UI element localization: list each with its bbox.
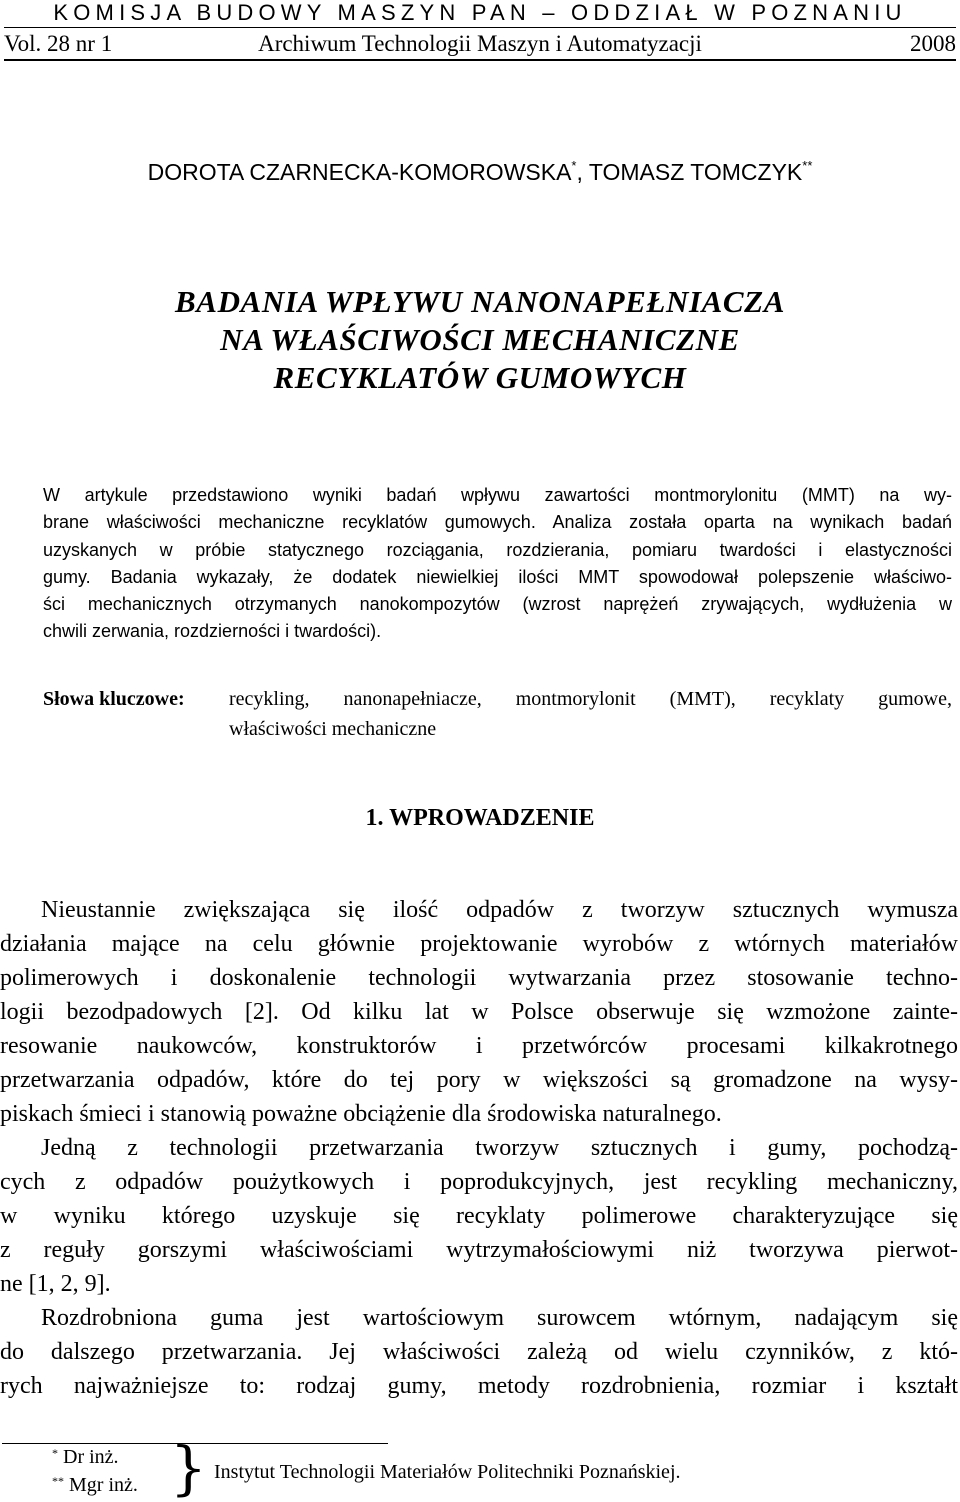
section-heading: 1. WPROWADZENIE — [365, 805, 595, 831]
footnote-1-degree: Dr inż. — [63, 1446, 119, 1468]
body-line: działania mające na celu głównie projektowanie wyrobów z wtórnych materiałów — [0, 931, 958, 957]
abstract-line: W artykule przedstawiono wyniki badań wpływu zawartości montmorylonitu (MMT) na wy- — [43, 485, 952, 505]
body-line: rych najważniejsze to: rodzaj gumy, metody rozdrobnienia, rozmiar i kształt — [0, 1373, 958, 1399]
authors-line — [0, 152, 960, 192]
publication-year: 2008 — [910, 31, 956, 56]
header-divider — [4, 27, 956, 28]
body-line: Jedną z technologii przetwarzania tworzyw sztucznych i gumy, pochodzą- — [41, 1135, 958, 1161]
volume-number: Vol. 28 nr 1 — [4, 31, 113, 56]
footnote-2-degree: Mgr inż. — [69, 1474, 138, 1496]
abstract-line: ści mechanicznych otrzymanych nanokompozytów (wzrost naprężeń zrywających, wydłużenia w — [43, 594, 952, 615]
footnote-2 — [52, 1472, 138, 1498]
body-line: Rozdrobniona guma jest wartościowym surowcem wtórnym, nadającym się — [41, 1305, 958, 1331]
keywords-label: Słowa kluczowe: — [43, 688, 185, 710]
keywords-line: recykling, nanonapełniacze, montmorylonit (MMT), recyklaty gumowe, — [229, 688, 952, 710]
journal-divider — [4, 59, 956, 61]
footnote-2-mark: ** — [52, 1474, 64, 1488]
body-line: z reguły gorszymi właściwościami wytrzymałościowymi niż tworzywa pierwot- — [0, 1237, 958, 1263]
abstract-line: brane właściwości mechaniczne recyklatów gumowych. Analiza została oparta na wynikach badań — [43, 512, 952, 533]
body-text — [0, 893, 958, 1403]
abstract-line: uzyskanych w próbie statycznego rozciągania, rozdzierania, pomiaru twardości i elastyczności — [43, 539, 952, 560]
body-line: polimerowych i doskonalenie technologii wytwarzania przez stosowanie techno- — [0, 965, 958, 991]
body-line: Nieustannie zwiększająca się ilość odpadów z tworzyw sztucznych wymusza — [41, 897, 958, 923]
footnote-1 — [52, 1444, 119, 1470]
title-line: NA WŁAŚCIWOŚCI MECHANICZNE — [220, 322, 740, 357]
footnote-affiliation: Instytut Technologii Materiałów Politechniki Poznańskiej. — [214, 1461, 681, 1483]
paper-title — [0, 283, 960, 397]
body-line: przetwarzania odpadów, które do tej pory w większości są gromadzone na wysy- — [0, 1067, 958, 1093]
abstract-line: gumy. Badania wykazały, że dodatek niewielkiej ilości MMT spowodował polepszenie właściwo- — [43, 566, 952, 587]
keywords-text — [229, 684, 952, 744]
body-line: do dalszego przetwarzania. Jej właściwości zależą od wielu czynników, z któ- — [0, 1339, 958, 1365]
body-line: logii bezodpadowych [2]. Od kilku lat w Polsce obserwuje się wzmożone zainte- — [0, 999, 958, 1025]
author-2-footnote-mark: ** — [802, 158, 813, 173]
body-line: piskach śmieci i stanowią poważne obciążenie dla środowiska naturalnego. — [0, 1101, 722, 1127]
abstract-line: chwili zerwania, rozdzierności i twardości). — [43, 621, 382, 642]
body-line: cych z odpadów poużytkowych i poprodukcyjnych, jest recykling mechaniczny, — [0, 1169, 958, 1195]
footnote-brace: } — [170, 1434, 207, 1502]
keywords-line: właściwości mechaniczne — [229, 718, 437, 740]
commission-header: KOMISJA BUDOWY MASZYN PAN – ODDZIAŁ W POZNANIU — [53, 0, 907, 25]
body-line: w wyniku którego uzyskuje się recyklaty polimerowe charakteryzujące się — [0, 1203, 958, 1229]
body-line: ne [1, 2, 9]. — [0, 1271, 111, 1297]
abstract — [43, 482, 952, 646]
title-line: BADANIA WPŁYWU NANONAPEŁNIACZA — [175, 284, 785, 319]
author-1-footnote-mark: * — [571, 158, 577, 173]
author-2: TOMASZ TOMCZYK — [588, 159, 803, 185]
body-line: resowanie naukowców, konstruktorów i przetwórców procesami kilkakrotnego — [0, 1033, 958, 1059]
journal-name: Archiwum Technologii Maszyn i Automatyzacji — [258, 31, 702, 56]
author-1: DOROTA CZARNECKA-KOMOROWSKA — [147, 159, 572, 185]
author-separator: , — [576, 159, 589, 185]
journal-info-row — [4, 30, 956, 58]
title-line: RECYKLATÓW GUMOWYCH — [273, 360, 687, 395]
footnote-1-mark: * — [52, 1446, 58, 1460]
